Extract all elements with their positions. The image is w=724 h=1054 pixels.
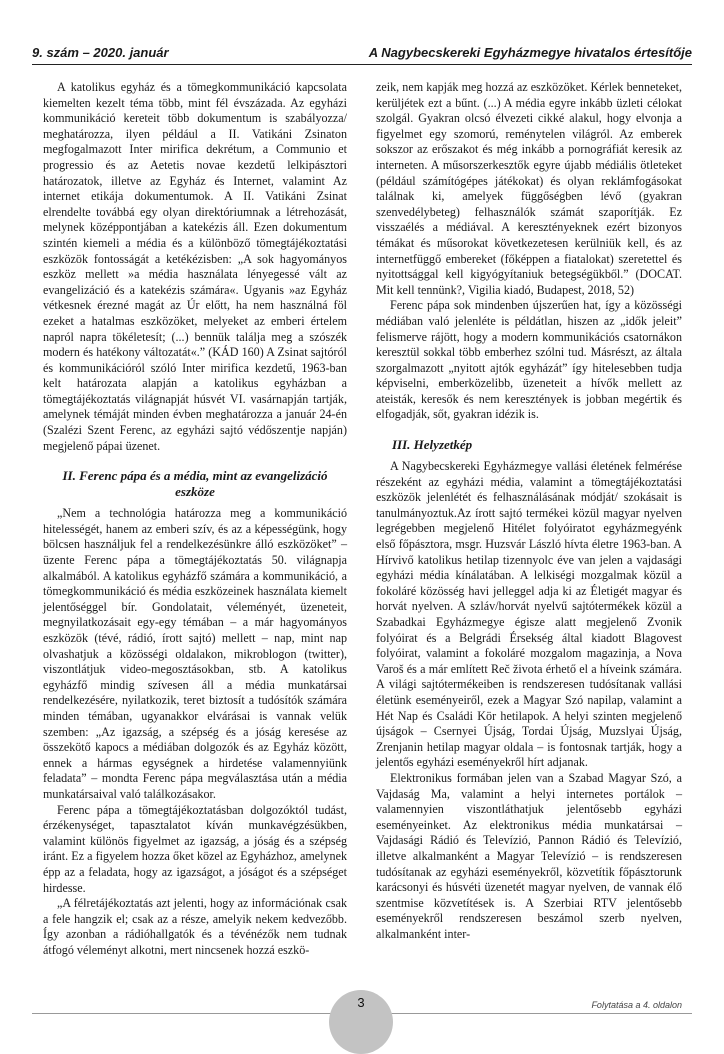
- left-column: [43, 80, 347, 958]
- paragraph: zeik, nem kapják meg hozzá az eszközöket. Kérlek benneteket, kerüljétek ezt a bűnt. (...) A média egyre inkább üzleti célokat szolgál. Gyakran olcsó élvezeti cikké alakul, hogy elvonja a figyelmet egy szomorú, reménytelen világról. Az emberek sokszor az erőszakot és még inkább a pornográfiát keresik az interneten. A műsorszerkesztők egyre újabb médiális ötleteket (például számítógépes játékokat) és olyan reklámfogásokat találnak ki, amelyek függőségben lévő (gyakran szenvedélybeteg) felhasználók számát szaporítják. Ez visszaélés a médiával. A keresztényeknek ezért bizonyos témákat és műsorokat következetesen kerülniük kell, és az internetfüggő embereket (főképpen a fiatalokat) szeretettel és nyitottsággal kell kigyógyítaniuk betegségükből.” (DOCAT. Mit kell tennünk?, Vigilia kiadó, Budapest, 2018, 52): [376, 80, 682, 297]
- page-number: 3: [357, 995, 365, 1010]
- paragraph: A katolikus egyház és a tömegkommunikáció kapcsolata kiemelten kezelt téma több, mint fél évszázada. Az egyházi kommunikáció kereteit több dokumentum is szabályozza/ meghatározza, ilyen például a II. Vatikáni Zsinaton megfogalmazott Inter mirifica dekrétum, a Communio et progressio és az Aetetis novae kezdetű lelkipásztori határozatok, illetve az Egyház és Internet, valamint Az internet etikája dokumentumok. A II. Vatikáni Zsinat elrendelte továbbá egy olyan direktóriumnak a létrehozását, melynek középpontjában a katekézis áll. Ezen dokumentum szintén kiemeli a média és a különböző tömegtájékoztatási eszközök fontosságát a ketékézisben: „A sok hagyományos eszköz mellett »a média használata lényegessé vált az evangelizáció és a katekézis számára«. Ugyanis »az Egyház vétkesnek érezné magát az Úr előtt, ha nem használná föl ezeket a hatalmas eszközöket, melyeket az emberi értelem napról napra tökéletesít; (...) bennük találja meg a szószék modern és hatékony változatát«.” (KÁD 160) A Zsinat sajtóról és kommunikációról szóló Inter mirifica kezdetű, 1963-ban kelt határozata alapján a katolikus egyházban a tömegtájékoztatás világnapját húsvét VI. vasárnapján tartják, amelynek témáját minden évben meghatározza a január 24-én (Szalézi Szent Ferenc, az egyházi sajtó védőszentje napján) megjelenő pápai üzenet.: [43, 80, 347, 453]
- section-heading: III. Helyzetkép: [392, 437, 473, 453]
- section-heading: II. Ferenc pápa és a média, mint az evangelizáció eszköze: [62, 468, 328, 500]
- publication-title: A Nagybecskereki Egyházmegye hivatalos értesítője: [368, 44, 692, 60]
- page-number-badge: [329, 990, 393, 1054]
- running-header: [32, 40, 692, 65]
- paragraph: A Nagybecskereki Egyházmegye vallási életének felmérése részeként az egyházi média, valamint a tömegtájékoztatási eszközök jelenlétét és felhasználásának módját/ szokásait is tanulmányoztuk.Az írott sajtó termékei közül magyar nyelven legrégebben megjelenő Hitélet folyóiratot egyházmegyénk első főpásztora, msgr. Huzsvár László hívta életre 1963-ban. A Hírvivő katolikus hetilap tizennyolc éve van jelen a vajdasági egyházi média kínálatában. A lelkiségi mozgalmak közül a fokoláré közösség havi jelleggel adja ki az Életigét magyar és horvát nyelven. A szláv/horvát nyelvű sajtótermékek közül a Szabadkai Egyházmegye égisze alatt megjelenő Zvonik folyóirat és a Belgrádi Érsekség által kiadott Blagovest folyóirat, valamint a fokoláré mozgalom magazinja, a Nova Varoš és a már említett Reč života érhető el a híveink számára. A világi sajtótermékeiben is rendszeresen tudósítanak vallási életünk eseményeiről, ezek a Magyar Szó napilap, valamint a Hét Nap és Családi Kör hetilapok. A helyi szinten megjelenő újságok – Csernyei Újság, Tordai Újság, Muzslyai Újság, Zrenjanin hetilap magyar oldala – is fontosnak tartják, hogy a jelentős egyházi eseményekről hírt adjanak.: [376, 459, 682, 770]
- paragraph: Ferenc pápa a tömegtájékoztatásban dolgozóktól tudást, érzékenységet, tapasztalatot kíván munkavégzésükben, valamint különös figyelmet az igazság, a jóság és a szépség iránt. Ez a figyelem hozza őket közel az Egyházhoz, amelynek épp az a feladata, hogy az igazságot, a jóságot és a szépséget hirdesse.: [43, 802, 347, 895]
- paragraph: Ferenc pápa sok mindenben újszerűen hat, így a közösségi médiában való jelenléte is példátlan, hiszen az „idők jeleit” felismerve rájött, hogy a modern kommunikációs csatornákon keresztül sokkal több emberhez szólni tud. Másrészt, az általa szorgalmazott „nyitott ajtók egyházát” így hitelesebben tudja képviselni, emberközelibb, üzeneteit a hívők mellett az ateisták, keresők és nem keresztények is jobban megértik és elfogadják, sőt, gyakran idézik is.: [376, 298, 682, 422]
- paragraph: Elektronikus formában jelen van a Szabad Magyar Szó, a Vajdaság Ma, valamint a helyi internetes portálok – valamennyien viszontláthatjuk jelentősebb egyházi eseményeinket. Az elektronikus média munkatársai – Vajdasági Rádió és Televízió, Pannon Rádió és Televízió, illetve alkalmanként a Magyar Televízió – is rendszeresen tudósítanak az egyházi eseményekről, közvetítik főpásztorunk karácsonyi és húsvéti üzenetét magyar nyelven, de vannak élő szentmise közvetítések is. A Szerbiai RTV jelentősebb eseményekről rendszeresen beszámol szerb nyelven, alkalmanként inter-: [376, 770, 682, 941]
- continued-note: Folytatása a 4. oldalon: [591, 1000, 682, 1010]
- issue-label: 9. szám – 2020. január: [32, 44, 169, 60]
- paragraph: „A félretájékoztatás azt jelenti, hogy az információnak csak a fele hangzik el; csak az a része, amelyik nekem kedvezőbb. Így azonban a rádióhallgatók és a tévénézők nem tudnak átfogó véleményt alkotni, mert nincsenek hozzá eszkö-: [43, 896, 347, 957]
- paragraph: „Nem a technológia határozza meg a kommunikáció hitelességét, hanem az emberi szív, és az a képességünk, hogy bölcsen használjuk fel a rendelkezésünkre álló eszközöket” – üzente Ferenc pápa a tömegtájékoztatás 50. világnapja alkalmából. A katolikus egyházfő számára a kommunikáció, a tömegkommunikáció és média eszközeinek használata kiemelt jelentőséggel bír. Gondolatait, véleményét, üzeneteit, megnyilatkozásait egy-egy témában – a már hagyományos eszközök (tévé, rádió, írott sajtó) mellett – nap, mint nap olvashatjuk a közösségi oldalakon, mikroblogon (twitter), viszontlátjuk video-megosztásokban, stb. A katolikus egyházfő mindig szívesen áll a média munkatársai rendelkezésére, nyilatkozik, teret biztosít a tudósítók számára minden témában, ugyanakkor elvárásai is vannak velük szemben: „Az igazság, a szépség és a jóság keresése az összekötő kapocs a médiában dolgozók és az Egyház között, ennek a hármas egységnek a hirdetése valamennyiünk feladata” – mondta Ferenc pápa megválasztása után a média munkatársaival való találkozásakor.: [43, 506, 347, 801]
- right-column: [376, 80, 682, 942]
